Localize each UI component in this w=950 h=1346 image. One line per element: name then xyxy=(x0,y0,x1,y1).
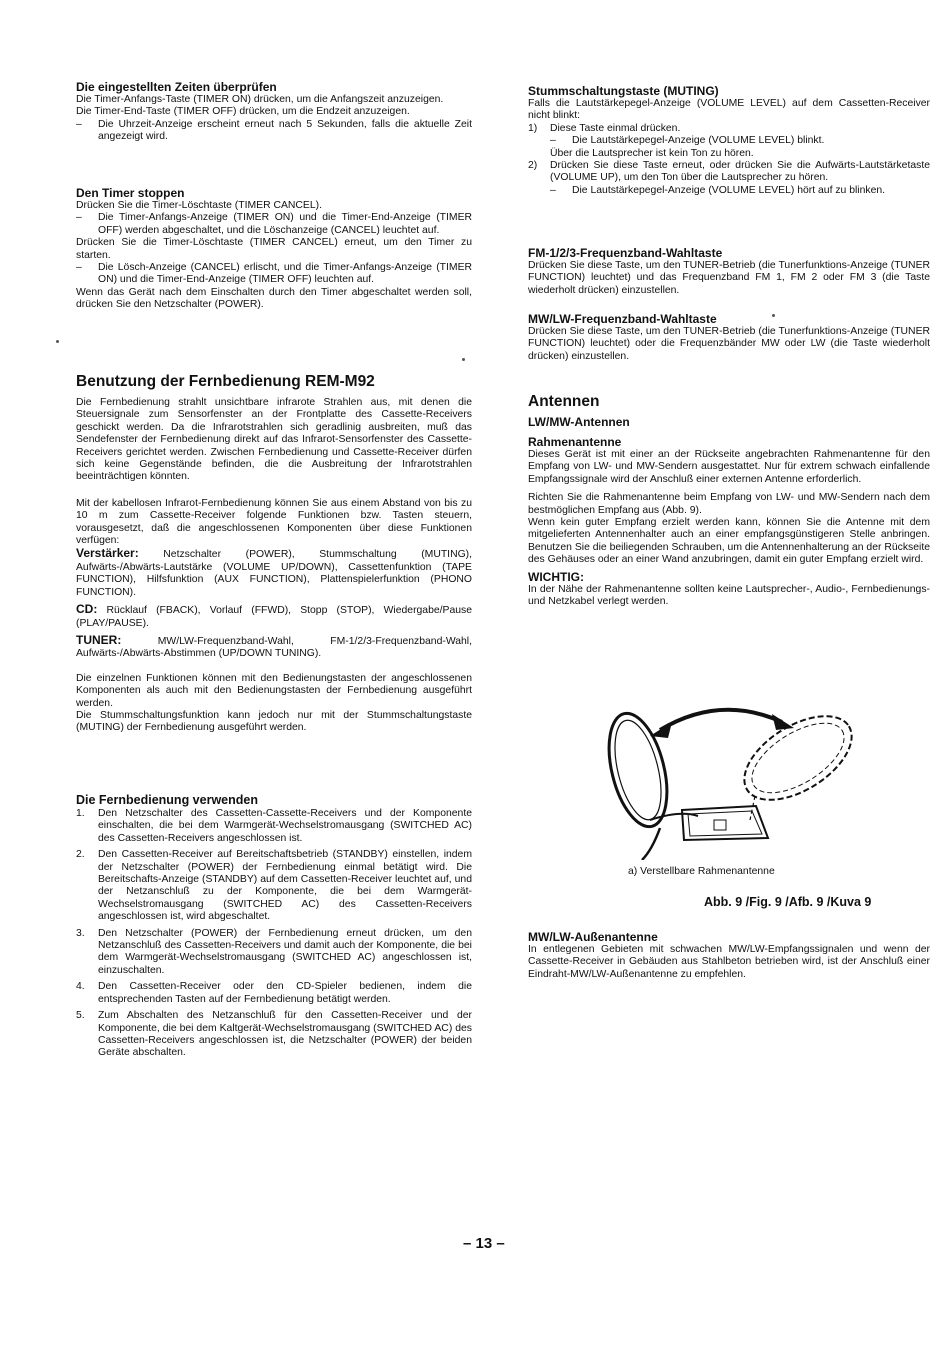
dash-item: – Die Uhrzeit-Anzeige erscheint erneut nach 5 Sekunden, falls die aktuelle Zeit angezeigt wird. xyxy=(76,118,472,143)
dash-item: – Die Lautstärkepegel-Anzeige (VOLUME LEVEL) blinkt. xyxy=(550,135,825,147)
section-title: MW/LW-Frequenzband-Wahltaste xyxy=(528,312,717,326)
warning-text: In der Nähe der Rahmenantenne sollten keine Lautsprecher-, Audio-, Fernbedienungs- und Netzkabel verlegt werden. xyxy=(528,583,930,608)
section-title: Stummschaltungstaste (MUTING) xyxy=(528,84,719,98)
list-item: 5. Zum Abschalten des Netzanschluß für den Cassetten-Receiver und der Komponente, die bei dem Kaltgerät-Wechselstromausgang (SWITCHED AC) des Cassetten-Receivers angeschlossen ist, die Netzschalter (POWER) der beiden Geräte abschalten. xyxy=(76,1010,472,1059)
paragraph: Die einzelnen Funktionen können mit den Bedienungstasten der angeschlossenen Komponenten als auch mit den Bedienungstasten der Fernbedienung ausgeführt werden. xyxy=(76,672,472,709)
loop-antenna-illustration xyxy=(590,700,880,860)
section-muting xyxy=(528,84,930,197)
list-item: 1) Diese Taste einmal drücken. xyxy=(528,122,681,134)
paragraph: Drücken Sie die Timer-Löschtaste (TIMER CANCEL). xyxy=(76,200,322,211)
section-title: Antennen xyxy=(528,393,600,410)
dash-item: – Die Timer-Anfangs-Anzeige (TIMER ON) und die Timer-End-Anzeige (TIMER OFF) werden abgeschaltet, und die Löschanzeige (CANCEL) leuchtet auf. xyxy=(76,212,472,236)
section-use-remote xyxy=(76,793,472,1060)
figure-reference: Abb. 9 /Fig. 9 /Afb. 9 /Kuva 9 xyxy=(704,895,872,909)
dash-item: – Die Lautstärkepegel-Anzeige (VOLUME LEVEL) hört auf zu blinken. xyxy=(550,184,886,196)
paragraph: Wenn das Gerät nach dem Einschalten durch den Timer abgeschaltet werden soll, drücken Sie den Netzschalter (POWER). xyxy=(76,286,472,311)
section-check-times xyxy=(76,80,472,144)
paragraph: Über die Lautsprecher ist kein Ton zu hören. xyxy=(550,147,754,159)
list-item: 1. Den Netzschalter des Cassetten-Cassette-Receivers und der Komponente einschalten, die bei dem Warmgerät-Wechselstromausgang (SWITCHED AC) des Cassetten-Receivers angeschlossen ist. xyxy=(76,808,472,844)
warning-title: WICHTIG: xyxy=(528,569,584,584)
section-title: FM-1/2/3-Frequenzband-Wahltaste xyxy=(528,246,723,260)
list-item: 2) Drücken Sie diese Taste erneut, oder drücken Sie die Aufwärts-Lautstärketaste (VOLUME UP), um den Ton über die Lautsprecher zu hören. xyxy=(528,160,930,184)
paragraph: Mit der kabellosen Infrarot-Fernbedienung können Sie aus einem Abstand von bis zu 10 m zum Cassette-Receiver folgende Funktionen bzw. Tasten steuern, vorausgesetzt, daß die angeschlossenen Komponenten über diese Funktionen verfügen: xyxy=(76,497,472,547)
paragraph: Die Fernbedienung strahlt unsichtbare infrarote Strahlen aus, mit denen die Steuersignale zum Sensorfenster an der Frontplatte des Cassette-Receivers geschickt werden. Da die Infrarotstrahlen sich geradlinig ausbreiten, muß das Sendefenster der Fernbedienung direkt auf das Infrarot-Sensorfenster des Cassette-Receivers gerichtet werden. Zwischen Fernbedienung und Cassette-Receiver dürfen sich keine Gegenstände befinden, die die Ausbreitung der Infrarotstrahlen beeinträchtigen könnten. xyxy=(76,397,472,483)
subsection-title: LW/MW-Antennen xyxy=(528,415,630,429)
scan-dot xyxy=(772,314,775,317)
section-antennas xyxy=(528,393,930,608)
section-stop-timer xyxy=(76,186,472,312)
section-title: Die Fernbedienung verwenden xyxy=(76,793,258,807)
paragraph: Dieses Gerät ist mit einer an der Rückseite angebrachten Rahmenantenne für den Empfang von LW- und MW-Sendern ausgestattet. Nur für extrem schwach einfallende Empfangssignale wird der Anschluß einer externen Antenne erforderlich. xyxy=(528,449,930,485)
rotation-arrow xyxy=(660,710,782,730)
paragraph: Die Timer-Anfangs-Taste (TIMER ON) drücken, um die Anfangszeit anzuzeigen. xyxy=(76,94,444,105)
paragraph: Die Stummschaltungsfunktion kann jedoch nur mit der Stummschaltungstaste (MUTING) der Fernbedienung ausgeführt werden. xyxy=(76,709,472,734)
section-mw-lw-band xyxy=(528,312,930,363)
list-item: 3. Den Netzschalter (POWER) der Fernbedienung erneut drücken, um den Netzanschluß des Cassetten-Receivers und damit auch der Komponente, die bei dem Warmgerät-Wechselstromausgang (SWITCHED AC) angeschlossen ist, einzuschalten. xyxy=(76,927,472,976)
paragraph: Falls die Lautstärkepegel-Anzeige (VOLUME LEVEL) auf dem Cassetten-Receiver nicht blinkt: xyxy=(528,98,930,122)
figure-caption: a) Verstellbare Rahmenantenne xyxy=(628,866,775,877)
scan-dot xyxy=(56,340,59,343)
subsection-title: Rahmenantenne xyxy=(528,435,622,449)
section-title: Den Timer stoppen xyxy=(76,186,185,200)
paragraph: Richten Sie die Rahmenantenne beim Empfang von LW- und MW-Sendern nach dem bestmöglichen Empfang aus (Abb. 9). xyxy=(528,492,930,516)
page-number: – 13 – xyxy=(463,1235,505,1252)
section-fm-band xyxy=(528,246,930,297)
list-item: 4. Den Cassetten-Receiver oder den CD-Spieler bedienen, indem die entsprechenden Tasten auf der Fernbedienung betätigt werden. xyxy=(76,981,472,1005)
rotated-loop-outline xyxy=(730,700,866,817)
paragraph: In entlegenen Gebieten mit schwachen MW/LW-Empfangssignalen und wenn der Cassette-Receiver in Gebäuden aus Stahlbeton betrieben wird, ist der Anschluß einer Eindraht-MW/LW-Außenantenne zu empfehlen. xyxy=(528,944,930,980)
dash-item: – Die Lösch-Anzeige (CANCEL) erlischt, und die Timer-Anfangs-Anzeige (TIMER ON) und die Timer-End-Anzeige (TIMER OFF) leuchten auf. xyxy=(76,262,472,286)
paragraph-amplifier: Verstärker: Netzschalter (POWER), Stummschaltung (MUTING), Aufwärts-/Abwärts-Lautstärke (VOLUME UP/DOWN), Cassettenfunktion (TAPE FUNCTION), Hilfsfunktion (AUX FUNCTION), Plattenspielerfunktion (PHONO FUNCTION). xyxy=(76,546,472,598)
section-outdoor-antenna xyxy=(528,930,930,981)
paragraph: Wenn kein guter Empfang erzielt werden kann, können Sie die Antenne mit dem mitgelieferten Antennenhalter auch an einer empfangsgünstigeren Stelle anbringen. Benutzen Sie die beiliegenden Schrauben, um die Antennenhalterung an der Rückseite des Gehäuses oder an einer Wand anzubringen, damit ein guter Empfang erzielt wird. xyxy=(528,517,930,566)
scan-dot xyxy=(462,358,465,361)
section-title: Benutzung der Fernbedienung REM-M92 xyxy=(76,373,375,390)
paragraph: Drücken Sie diese Taste, um den TUNER-Betrieb (die Tunerfunktions-Anzeige (TUNER FUNCTION) leuchtet) und das Frequenzband FM 1, FM 2 oder FM 3 (die Taste wiederholt drücken) einzustellen. xyxy=(528,260,930,296)
section-remote-usage xyxy=(76,373,472,735)
list-item: 2. Den Cassetten-Receiver auf Bereitschaftsbetrieb (STANDBY) einstellen, indem der Netzschalter (POWER) der Fernbedienung einmal betätigt wird. Die Bereitschafts-Anzeige (STANDBY) auf dem Cassetten-Receiver leuchtet auf, und der Netzanschluß zu der Komponente, die bei dem Warmgerät-Wechselstromausgang (SWITCHED AC) des Cassetten-Receivers angeschlossen ist, wird abgeschaltet. xyxy=(76,849,472,923)
section-title: MW/LW-Außenantenne xyxy=(528,930,658,944)
paragraph-cd: CD: Rücklauf (FBACK), Vorlauf (FFWD), Stopp (STOP), Wiedergabe/Pause (PLAY/PAUSE). xyxy=(76,602,472,629)
antenna-cable xyxy=(642,828,660,860)
paragraph: Drücken Sie diese Taste, um den TUNER-Betrieb (die Tunerfunktions-Anzeige (TUNER FUNCTION) leuchtet) oder die Frequenzbänder MW oder LW (die Taste wiederholt drücken) einzustellen. xyxy=(528,326,930,362)
paragraph-tuner: TUNER: MW/LW-Frequenzband-Wahl, FM-1/2/3-Frequenzband-Wahl, Aufwärts-/Abwärts-Abstimmen (UP/DOWN TUNING). xyxy=(76,632,472,660)
paragraph: Die Timer-End-Taste (TIMER OFF) drücken, um die Endzeit anzuzeigen. xyxy=(76,106,410,118)
paragraph: Drücken Sie die Timer-Löschtaste (TIMER CANCEL) erneut, um den Timer zu starten. xyxy=(76,237,472,261)
section-title: Die eingestellten Zeiten überprüfen xyxy=(76,80,277,94)
